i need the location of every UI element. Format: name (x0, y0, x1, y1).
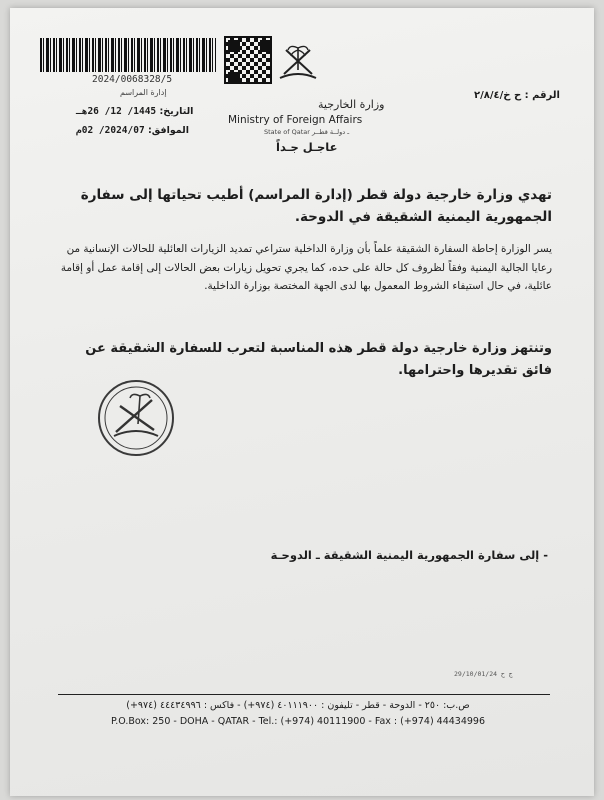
footer-divider (58, 694, 550, 695)
hijri-date-label: التاريخ: (159, 106, 194, 117)
paragraph-content: يسر الوزارة إحاطة السفارة الشقيقة علماً بأن وزارة الداخلية ستراعي تمديد الزيارات العائلية للحالات الإنسانية من رعايا الجالية اليمنية وفقاً لظروف كل حالة على حده، كما يجري تحويل زيارات بعض الحالات إلى إقامة عمل أو إقامة عائلية، في حال استيفاء الشروط المعمول بها لدى الجهة المختصة بوزارة الداخلية. (60, 243, 552, 292)
ministry-name-english: Ministry of Foreign Affairs (228, 114, 363, 126)
gregorian-date-value: 2024/07/ 02م (76, 125, 145, 136)
state-label: State of Qatar ـ دولــة قطــر (264, 128, 350, 136)
footer-address-english: P.O.Box: 250 - DOHA - QATAR - Tel.: (+974) 40111900 - Fax : (+974) 44434996 (110, 716, 486, 727)
reference-right: الرقم : ح خ/٢/٨/٤ (474, 90, 560, 101)
department-label: إدارة المراسم (120, 88, 167, 97)
hijri-date-value: 1445/ 12/ 26هـ (76, 106, 157, 117)
reference-number: 2024/0068328/5 (92, 74, 173, 85)
urgent-label: عاجـل جـداً (276, 140, 338, 154)
gregorian-date-label: الموافق: (148, 125, 189, 136)
scan-date: 29/10/01/24 ج ح (454, 670, 513, 678)
paragraph-greeting: تهدي وزارة خارجية دولة قطر (إدارة المراسم) أطيب تحياتها إلى سفارة الجمهورية اليمنية الشقيقة في الدوحة. (80, 187, 552, 225)
qr-code-icon (224, 36, 272, 84)
qatar-emblem-icon (276, 40, 320, 84)
hijri-date-row (70, 106, 193, 117)
paragraph-closing: وتنتهز وزارة خارجية دولة قطر هذه المناسبة لتعرب للسفارة الشقيقة عن فائق تقديرها واحترامها. (85, 341, 552, 378)
footer-address-arabic: ص.ب: ٢٥٠ - الدوحة - قطر - تليفون : ٤٠١١١٩٠٠ (٩٧٤+) - فاكس : ٤٤٤٣٤٩٩٦ (٩٧٤+) (126, 700, 470, 711)
barcode-icon (40, 38, 216, 72)
ministry-seal-icon (96, 378, 176, 458)
gregorian-date-row (70, 125, 189, 136)
ministry-name-arabic: وزارة الخارجية (318, 98, 385, 111)
addressee-line: - إلى سفارة الجمهورية اليمنية الشقيقة ـ الدوحـة (270, 548, 548, 562)
